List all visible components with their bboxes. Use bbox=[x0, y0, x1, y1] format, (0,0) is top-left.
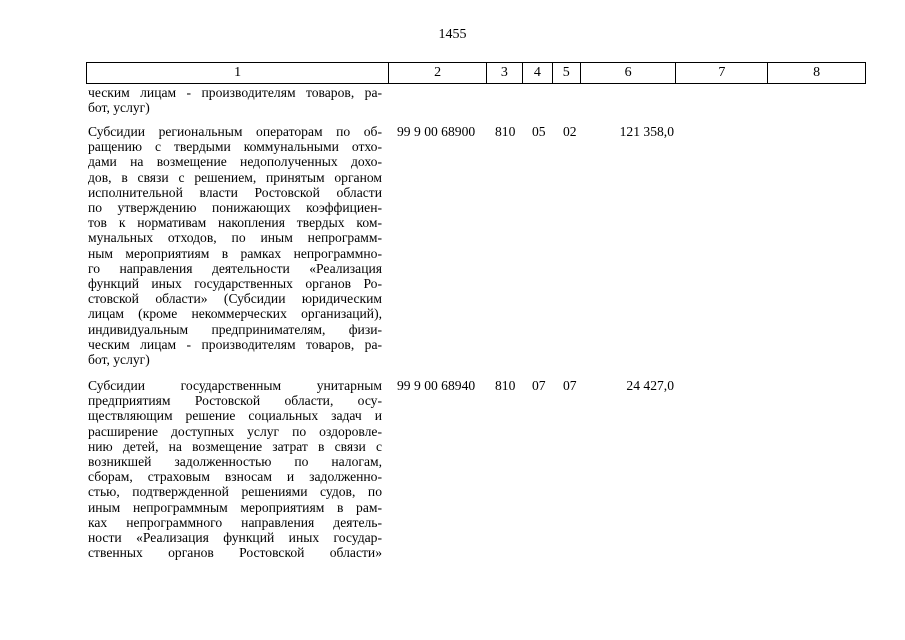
row-amount: 121 358,0 bbox=[619, 124, 674, 139]
description-line: тов к нормативам накопления твердых ком- bbox=[88, 215, 382, 231]
row-description bbox=[88, 124, 382, 367]
description-line: предприятиям Ростовской области, осу- bbox=[88, 393, 382, 409]
column-header-4: 4 bbox=[523, 63, 553, 83]
description-line: дов, в связи с решением, принятым органом bbox=[88, 169, 382, 185]
row-code: 99 9 00 68900 bbox=[397, 124, 476, 139]
description-line: стью, подтвержденной решениями судов, по bbox=[88, 484, 382, 500]
description-line: ществляющим решение социальных задач и bbox=[88, 408, 382, 424]
row-rz: 05 bbox=[532, 124, 546, 139]
description-line: ческим лицам - производителям товаров, ра- bbox=[88, 336, 382, 352]
description-line: индивидуальным предпринимателям, физи- bbox=[88, 321, 382, 337]
row-description bbox=[88, 378, 382, 560]
description-line: иным непрограммным мероприятиям в рам- bbox=[88, 499, 382, 515]
description-line: ственных органов Ростовской области» bbox=[88, 545, 382, 561]
row-pr: 07 bbox=[563, 378, 577, 393]
description-line: ным мероприятиям в рамках непрограммно- bbox=[88, 245, 382, 261]
description-line: дами на возмещение недополученных дохо- bbox=[88, 154, 382, 170]
description-line: нию детей, на возмещение затрат в связи с bbox=[88, 438, 382, 454]
row-description bbox=[88, 85, 382, 115]
row-amount: 24 427,0 bbox=[626, 378, 674, 393]
description-line: сборам, страховым взносам и задолженно- bbox=[88, 469, 382, 485]
description-line: бот, услуг) bbox=[88, 100, 150, 116]
description-line: ращению с твердыми коммунальными отхо- bbox=[88, 139, 382, 155]
description-line: возникшей задолженностью по налогам, bbox=[88, 454, 382, 470]
row-rz: 07 bbox=[532, 378, 546, 393]
description-line: ческим лицам - производителям товаров, ра- bbox=[88, 85, 382, 100]
description-line: по утверждению понижающих коэффициен- bbox=[88, 200, 382, 216]
column-header-2: 2 bbox=[389, 63, 487, 83]
description-line: исполнительной власти Ростовской области bbox=[88, 184, 382, 200]
description-line: расширение доступных услуг по оздоровле- bbox=[88, 423, 382, 439]
column-header-6: 6 bbox=[581, 63, 677, 83]
row-pr: 02 bbox=[563, 124, 577, 139]
row-code: 99 9 00 68940 bbox=[397, 378, 476, 393]
table-header bbox=[86, 62, 866, 84]
column-header-7: 7 bbox=[676, 63, 768, 83]
description-line: Субсидии государственным унитарным bbox=[88, 378, 382, 393]
column-header-1: 1 bbox=[87, 63, 389, 83]
column-header-3: 3 bbox=[487, 63, 523, 83]
description-line: функций иных государственных органов Ро- bbox=[88, 276, 382, 292]
description-line: Субсидии региональным операторам по об- bbox=[88, 124, 382, 139]
column-header-8: 8 bbox=[813, 65, 821, 80]
description-line: го направления деятельности «Реализация bbox=[88, 260, 382, 276]
description-line: ках непрограммного направления деятель- bbox=[88, 514, 382, 530]
row-vr: 810 bbox=[495, 124, 516, 139]
description-line: стовской области» (Субсидии юридическим bbox=[88, 291, 382, 307]
column-header-5: 5 bbox=[553, 63, 581, 83]
description-line: лицам (кроме некоммерческих организаций), bbox=[88, 306, 382, 322]
description-line: мунальных отходов, по иным непрограмм- bbox=[88, 230, 382, 246]
description-line: бот, услуг) bbox=[88, 352, 150, 368]
row-vr: 810 bbox=[495, 378, 516, 393]
description-line: ности «Реализация функций иных государ- bbox=[88, 530, 382, 546]
page-number: 1455 bbox=[438, 27, 467, 42]
